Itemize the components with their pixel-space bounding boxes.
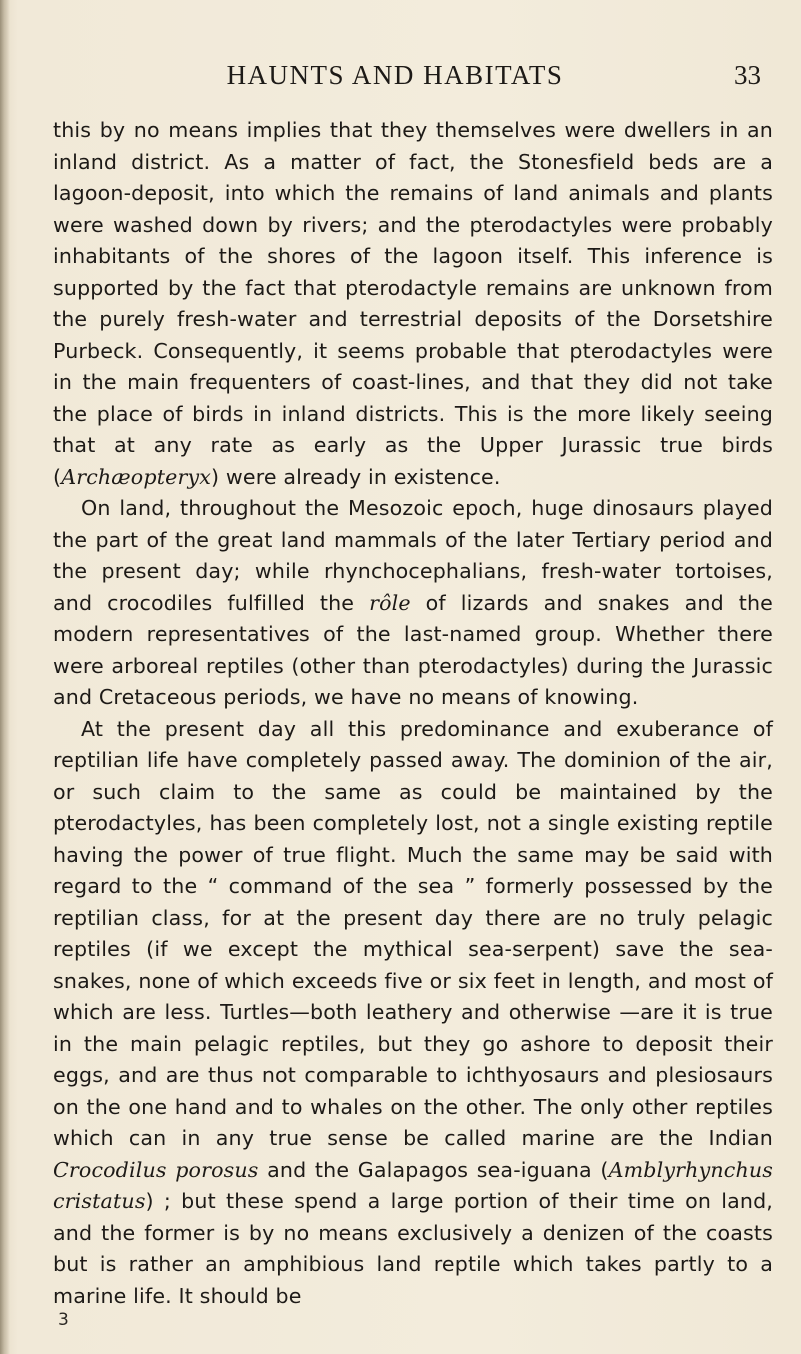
paragraph-1 (53, 115, 773, 493)
paragraph-3-text-a: At the present day all this predominance and exuberance of reptilian life have completely passed away. The dominion of the air, or such claim to the same as could be maintained by the pterodactyles, has been completely lost, not a single existing reptile having the power of true flight. Much the same may be said with regard to the “ command of the sea ” formerly possessed by the reptilian class, for at the present day there are no truly pelagic reptiles (if we except the mythical sea-serpent) save the sea-snakes, none of which exceeds five or six feet in length, and most of which are less. Turtles—both leathery and otherwise —are it is true in the main pelagic reptiles, but they go ashore to deposit their eggs, and are thus not comparable to ichthyosaurs and plesiosaurs on the one hand and to whales on the other. The only other reptiles which can in any true sense be called marine are the Indian (53, 716, 773, 1150)
page-number: 33 (734, 60, 761, 90)
body-text (53, 115, 773, 1312)
paragraph-3-italic-amblyrhynchus: Amblyrhynchus cristatus (53, 1157, 773, 1213)
running-head: HAUNTS AND HABITATS (226, 60, 564, 90)
paragraph-1-text-a: this by no means implies that they themselves were dwellers in an inland district. As a matter of fact, the Stonesfield beds are a lagoon-deposit, into which the remains of land animals and plants were washed down by rivers; and the pterodactyles were probably inhabitants of the shores of the lagoon itself. This inference is supported by the fact that pterodactyle remains are unknown from the purely fresh-water and terrestrial deposits of the Dorsetshire Purbeck. Consequently, it seems probable that pterodactyles were in the main frequenters of coast-lines, and that they did not take the place of birds in inland districts. This is the more likely seeing that at any rate as early as the Upper Jurassic true birds ( (53, 118, 773, 489)
page-header (0, 60, 801, 100)
paragraph-3-italic-crocodilus: Crocodilus porosus (53, 1157, 259, 1182)
paragraph-2-text-a: On land, throughout the Mesozoic epoch, huge dinosaurs played the part of the great land mammals of the later Tertiary period and the present day; while rhynchocephalians, fresh-water tortoises, and crocodiles fulfilled the (53, 496, 773, 615)
paragraph-2 (53, 493, 773, 714)
paragraph-1-italic-archaeopteryx: Archæopteryx (61, 464, 211, 489)
paragraph-3 (53, 714, 773, 1313)
paragraph-1-text-b: ) were already in existence. (211, 464, 501, 489)
paragraph-2-italic-role: rôle (369, 590, 411, 615)
paragraph-3-text-b: and the Galapagos sea-iguana ( (258, 1157, 609, 1182)
paragraph-3-text-c: ) ; but these spend a large portion of their time on land, and the former is by no means exclusively a denizen of the coasts but is rather an amphibious land reptile which takes partly to a marine life. It should be (53, 1189, 773, 1308)
binding-shadow (0, 0, 10, 1354)
paragraph-2-text-b: of lizards and snakes and the modern representatives of the last-named group. Whether there were arboreal reptiles (other than pterodactyles) during the Jurassic and Cretaceous periods, we have no means of knowing. (53, 590, 773, 709)
printer-signature-mark: 3 (58, 1310, 69, 1330)
